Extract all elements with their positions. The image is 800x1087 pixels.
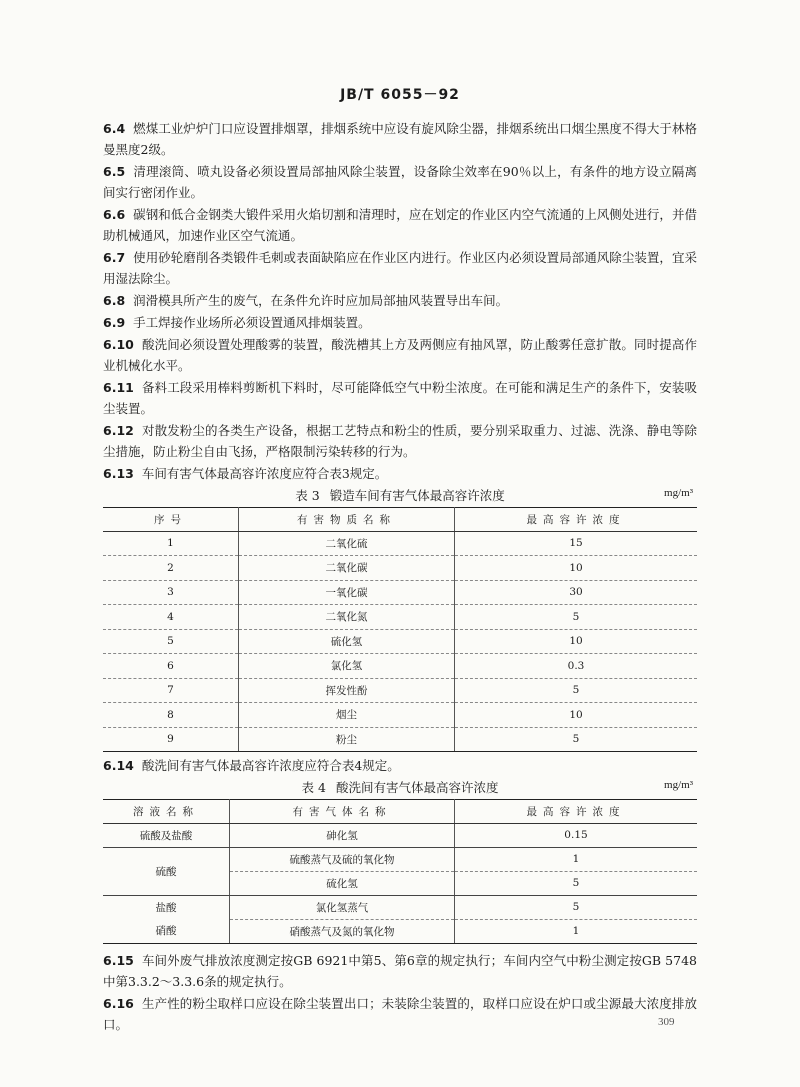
clause-number: 6.5 xyxy=(103,164,126,179)
table-row xyxy=(103,727,697,752)
paragraph xyxy=(103,290,697,311)
cell-value: 15 xyxy=(455,531,698,556)
cell-index: 4 xyxy=(103,605,239,630)
cell-value: 10 xyxy=(455,629,698,654)
paragraph xyxy=(103,204,697,246)
paragraph xyxy=(103,993,697,1035)
table-row xyxy=(103,703,697,728)
cell-substance: 二氧化硫 xyxy=(239,531,455,556)
table3-unit: mg/m³ xyxy=(664,487,693,499)
cell-substance: 二氧化氮 xyxy=(239,605,455,630)
paragraph xyxy=(103,755,697,776)
cell-substance: 挥发性酚 xyxy=(239,678,455,703)
paragraphs-bottom xyxy=(103,950,697,1035)
table-row xyxy=(103,678,697,703)
table-row xyxy=(103,556,697,581)
cell-index: 3 xyxy=(103,580,239,605)
cell-solution: 硫酸 xyxy=(103,847,230,895)
page-number: 309 xyxy=(658,1016,675,1028)
table4-unit: mg/m³ xyxy=(664,779,693,791)
cell-solution: 盐酸 xyxy=(103,895,230,919)
clause-number: 6.9 xyxy=(103,315,126,330)
cell-substance: 一氧化碳 xyxy=(239,580,455,605)
cell-value: 0.3 xyxy=(455,654,698,679)
table-row xyxy=(103,847,697,871)
cell-index: 8 xyxy=(103,703,239,728)
table-header-row xyxy=(103,508,697,532)
paragraph xyxy=(103,161,697,203)
clause-text: 车间有害气体最高容许浓度应符合表3规定。 xyxy=(141,466,388,481)
col-header-index: 序号 xyxy=(103,508,239,532)
cell-value: 10 xyxy=(455,556,698,581)
cell-gas: 氯化氢蒸气 xyxy=(230,895,455,919)
cell-index: 5 xyxy=(103,629,239,654)
table-row xyxy=(103,823,697,847)
paragraph xyxy=(103,334,697,376)
cell-solution: 硫酸及盐酸 xyxy=(103,823,230,847)
cell-substance: 烟尘 xyxy=(239,703,455,728)
table3 xyxy=(103,507,697,752)
clause-text: 备料工段采用棒料剪断机下料时，尽可能降低空气中粉尘浓度。在可能和满足生产的条件下，安装吸尘装置。 xyxy=(103,380,697,416)
table4 xyxy=(103,799,697,944)
table-row xyxy=(103,531,697,556)
cell-value: 5 xyxy=(455,895,698,919)
paragraph xyxy=(103,247,697,289)
cell-index: 2 xyxy=(103,556,239,581)
cell-value: 5 xyxy=(455,678,698,703)
cell-value: 0.15 xyxy=(455,823,698,847)
cell-gas: 砷化氢 xyxy=(230,823,455,847)
cell-index: 6 xyxy=(103,654,239,679)
col-header-gas: 有害气体名称 xyxy=(230,800,455,824)
clause-number: 6.11 xyxy=(103,380,134,395)
clause-number: 6.10 xyxy=(103,337,134,352)
clause-text: 手工焊接作业场所必须设置通风排烟装置。 xyxy=(133,315,371,330)
cell-value: 5 xyxy=(455,605,698,630)
col-header-substance: 有害物质名称 xyxy=(239,508,455,532)
cell-solution: 硝酸 xyxy=(103,919,230,943)
clause-text: 清理滚筒、喷丸设备必须设置局部抽风除尘装置，设备除尘效率在90％以上，有条件的地方设立隔离间实行密闭作业。 xyxy=(103,164,697,200)
cell-substance: 二氧化碳 xyxy=(239,556,455,581)
cell-value: 5 xyxy=(455,727,698,752)
clause-text: 润滑模具所产生的废气，在条件允许时应加局部抽风装置导出车间。 xyxy=(133,293,509,308)
table4-title: 酸洗间有害气体最高容许浓度 xyxy=(335,780,499,795)
col-header-solution: 溶液名称 xyxy=(103,800,230,824)
clause-text: 生产性的粉尘取样口应设在除尘装置出口；未装除尘装置的，取样口应设在炉口或尘源最大浓度排放口。 xyxy=(103,995,697,1032)
clause-number: 6.6 xyxy=(103,207,126,222)
page-content xyxy=(103,118,697,1036)
paragraph xyxy=(103,463,697,484)
table3-caption xyxy=(103,485,697,507)
table-row xyxy=(103,629,697,654)
table3-title: 锻造车间有害气体最高容许浓度 xyxy=(329,488,505,503)
cell-value: 30 xyxy=(455,580,698,605)
clause-number: 6.7 xyxy=(103,250,126,265)
clause-number: 6.16 xyxy=(103,995,134,1011)
paragraph xyxy=(103,950,697,992)
table4-label: 表 4 xyxy=(301,780,326,795)
clause-number: 6.14 xyxy=(103,758,134,773)
clause-text: 酸洗间必须设置处理酸雾的装置，酸洗槽其上方及两侧应有抽风罩，防止酸雾任意扩散。同时提高作业机械化水平。 xyxy=(103,337,697,373)
clause-text: 碳钢和低合金钢类大锻件采用火焰切割和清理时，应在划定的作业区内空气流通的上风侧处进行，并借助机械通风，加速作业区空气流通。 xyxy=(103,207,697,243)
clause-number: 6.13 xyxy=(103,466,134,481)
table-row xyxy=(103,605,697,630)
page-header: JB/T 6055－92 xyxy=(340,87,460,103)
cell-index: 7 xyxy=(103,678,239,703)
table-row xyxy=(103,654,697,679)
table4-caption xyxy=(103,777,697,799)
table-row xyxy=(103,919,697,943)
clause-text: 车间外废气排放浓度测定按GB 6921中第5、第6章的规定执行；车间内空气中粉尘测定按GB 5748中第3.3.2～3.3.6条的规定执行。 xyxy=(103,952,697,989)
paragraphs-top xyxy=(103,118,697,484)
cell-substance: 硫化氢 xyxy=(239,629,455,654)
table3-label: 表 3 xyxy=(295,488,320,503)
paragraph xyxy=(103,312,697,333)
table-header-row xyxy=(103,800,697,824)
paragraph xyxy=(103,420,697,462)
table-row xyxy=(103,580,697,605)
clause-number: 6.8 xyxy=(103,293,126,308)
cell-value: 5 xyxy=(455,871,698,895)
cell-index: 9 xyxy=(103,727,239,752)
cell-gas: 硫化氢 xyxy=(230,871,455,895)
clause-text: 使用砂轮磨削各类锻件毛刺或表面缺陷应在作业区内进行。作业区内必须设置局部通风除尘装置，宜采用湿法除尘。 xyxy=(103,250,697,286)
table4-caption-row xyxy=(103,777,697,799)
table3-caption-row xyxy=(103,485,697,507)
col-header-max-conc: 最高容许浓度 xyxy=(455,508,698,532)
cell-value: 1 xyxy=(455,919,698,943)
paragraph xyxy=(103,118,697,160)
cell-gas: 硝酸蒸气及氮的氧化物 xyxy=(230,919,455,943)
clause-text: 对散发粉尘的各类生产设备，根据工艺特点和粉尘的性质，要分别采取重力、过滤、洗涤、静电等除尘措施，防止粉尘自由飞扬，严格限制污染转移的行为。 xyxy=(103,423,697,459)
table-row xyxy=(103,895,697,919)
paragraph xyxy=(103,377,697,419)
cell-gas: 硫酸蒸气及硫的氧化物 xyxy=(230,847,455,871)
clause-number: 6.12 xyxy=(103,423,134,438)
cell-substance: 粉尘 xyxy=(239,727,455,752)
cell-value: 1 xyxy=(455,847,698,871)
clause-number: 6.15 xyxy=(103,952,134,968)
cell-index: 1 xyxy=(103,531,239,556)
clause-number: 6.4 xyxy=(103,121,126,136)
cell-substance: 氯化氢 xyxy=(239,654,455,679)
clause-text: 酸洗间有害气体最高容许浓度应符合表4规定。 xyxy=(141,758,400,773)
cell-value: 10 xyxy=(455,703,698,728)
clause-text: 燃煤工业炉炉门口应设置排烟罩，排烟系统中应设有旋风除尘器，排烟系统出口烟尘黑度不得大于林格曼黑度2级。 xyxy=(103,121,697,157)
col-header-max-conc: 最高容许浓度 xyxy=(455,800,698,824)
